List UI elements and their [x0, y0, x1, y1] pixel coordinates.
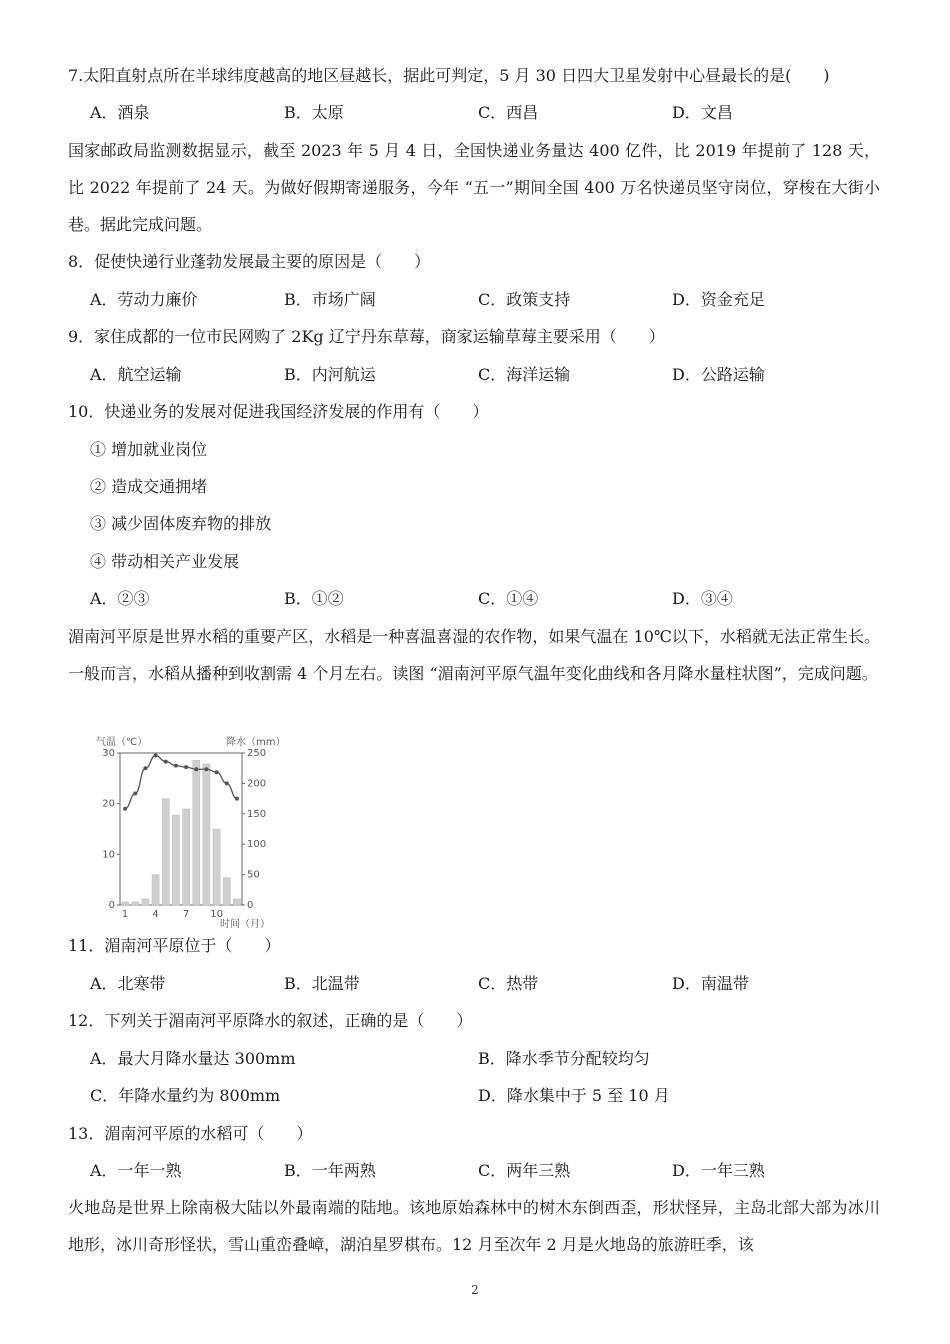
passage-express-delivery: 国家邮政局监测数据显示，截至 2023 年 5 月 4 日，全国快递业务量达 400 亿件，比 2019 年提前了 128 天，比 2022 年提前了 24 天。为做好假期寄递服务，今年 “五一”期间全国 400 万名快递员坚守岗位，穿梭在大街小巷。据此完成问题。	[68, 141, 880, 234]
temperature-point	[225, 781, 229, 785]
temperature-point	[164, 760, 168, 764]
temperature-point	[184, 765, 188, 769]
y-right-axis-label: 降水（mm）	[226, 737, 286, 748]
climate-chart	[92, 733, 286, 931]
temperature-point	[235, 797, 239, 801]
q12-option-a: A．最大月降水量达 300mm	[90, 1049, 296, 1068]
x-tick-label: 10	[210, 909, 223, 920]
temperature-point	[123, 807, 127, 811]
q10-statement-3: ③ 减少固体废弃物的排放	[90, 514, 272, 533]
x-axis-label: 时间（月）	[220, 919, 270, 930]
q11-option-a: A．北寒带	[90, 974, 166, 993]
climate-chart-svg	[92, 733, 286, 931]
y-left-tick-label: 10	[102, 849, 115, 861]
question-10-stem: 10．快递业务的发展对促进我国经济发展的作用有（ ）	[68, 402, 489, 421]
precipitation-bar	[193, 760, 200, 905]
passage-menam-plain: 湄南河平原是世界水稻的重要产区，水稻是一种喜温喜湿的农作物，如果气温在 10℃以下，水稻就无法正常生长。一般而言，水稻从播种到收割需 4 个月左右。读图 “湄南河平原气温年变化曲线和各月降水量柱状图”，完成问题。	[68, 627, 880, 683]
precipitation-bar	[213, 829, 220, 905]
q11-option-c: C．热带	[478, 974, 539, 993]
q13-option-a: A．一年一熟	[90, 1161, 182, 1180]
q9-option-a: A．航空运输	[90, 365, 182, 384]
q10-option-a: A．②③	[90, 589, 150, 608]
q10-statement-2: ② 造成交通拥堵	[90, 477, 208, 496]
q12-option-d: D．降水集中于 5 至 10 月	[478, 1086, 670, 1105]
x-tick-label: 4	[152, 909, 159, 920]
x-tick-label: 7	[182, 909, 190, 920]
q13-option-d: D．一年三熟	[672, 1161, 765, 1180]
y-right-tick-label: 100	[247, 839, 267, 851]
y-left-tick-label: 30	[102, 748, 115, 759]
precipitation-bar	[223, 878, 230, 905]
question-9-stem: 9．家住成都的一位市民网购了 2Kg 辽宁丹东草莓，商家运输草莓主要采用（ ）	[68, 327, 665, 346]
precipitation-bar	[233, 899, 240, 905]
y-right-tick-label: 150	[247, 808, 267, 820]
temperature-point	[204, 767, 208, 771]
q8-option-c: C．政策支持	[478, 290, 571, 309]
temperature-point	[194, 767, 198, 771]
question-7-stem: 7.太阳直射点所在半球纬度越高的地区昼越长，据此可判定，5 月 30 日四大卫星发射中心昼最长的是( )	[68, 66, 830, 85]
q7-option-c: C．西昌	[478, 103, 539, 122]
precipitation-bar	[142, 899, 149, 905]
q9-option-c: C．海洋运输	[478, 365, 571, 384]
page-number: 2	[471, 1283, 479, 1297]
precipitation-bar	[122, 902, 129, 905]
question-12-stem: 12．下列关于湄南河平原降水的叙述，正确的是（ ）	[68, 1011, 473, 1030]
y-right-tick-label: 0	[247, 900, 254, 911]
q8-option-a: A．劳动力廉价	[90, 290, 198, 309]
y-right-tick-label: 50	[247, 869, 260, 881]
q11-option-b: B．北温带	[284, 974, 360, 993]
y-left-tick-label: 20	[102, 798, 115, 810]
y-right-tick-label: 250	[247, 748, 267, 759]
temperature-point	[154, 754, 158, 758]
temperature-point	[133, 792, 137, 796]
temperature-point	[143, 766, 147, 770]
q12-option-b: B．降水季节分配较均匀	[478, 1049, 650, 1068]
y-left-axis-label: 气温（℃）	[96, 737, 148, 748]
y-right-tick-label: 200	[247, 778, 267, 790]
precipitation-bar	[172, 815, 179, 905]
q9-option-d: D．公路运输	[672, 365, 765, 384]
temperature-point	[215, 770, 219, 774]
temperature-point	[174, 764, 178, 768]
q7-option-d: D．文昌	[672, 103, 733, 122]
q8-option-b: B．市场广阔	[284, 290, 376, 309]
precipitation-bar	[132, 902, 139, 905]
passage-tierra-del-fuego: 火地岛是世界上除南极大陆以外最南端的陆地。该地原始森林中的树木东倒西歪，形状怪异，主岛北部大部为冰川地形，冰川奇形怪状，雪山重峦叠嶂，湖泊星罗棋布。12 月至次年 2 月是火地岛的旅游旺季，该	[68, 1198, 880, 1254]
y-left-tick-label: 0	[108, 900, 115, 911]
question-13-stem: 13．湄南河平原的水稻可（ ）	[68, 1124, 313, 1143]
q10-option-c: C．①④	[478, 589, 539, 608]
q13-option-c: C．两年三熟	[478, 1161, 571, 1180]
q7-option-b: B．太原	[284, 103, 344, 122]
question-8-stem: 8．促使快递行业蓬勃发展最主要的原因是（ ）	[68, 252, 431, 271]
precipitation-bar	[203, 764, 210, 905]
q8-option-d: D．资金充足	[672, 290, 765, 309]
q13-option-b: B．一年两熟	[284, 1161, 376, 1180]
q11-option-d: D．南温带	[672, 974, 749, 993]
precipitation-bar	[162, 799, 169, 905]
question-11-stem: 11．湄南河平原位于（ ）	[68, 936, 281, 955]
q10-option-d: D．③④	[672, 589, 733, 608]
precipitation-bar	[183, 809, 190, 905]
q12-option-c: C．年降水量约为 800mm	[90, 1086, 281, 1105]
q9-option-b: B．内河航运	[284, 365, 376, 384]
q7-option-a: A．酒泉	[90, 103, 150, 122]
q10-option-b: B．①②	[284, 589, 344, 608]
precipitation-bar	[152, 875, 159, 905]
q10-statement-1: ① 增加就业岗位	[90, 440, 208, 459]
x-tick-label: 1	[121, 909, 129, 920]
temperature-line	[125, 756, 237, 809]
q10-statement-4: ④ 带动相关产业发展	[90, 552, 240, 571]
